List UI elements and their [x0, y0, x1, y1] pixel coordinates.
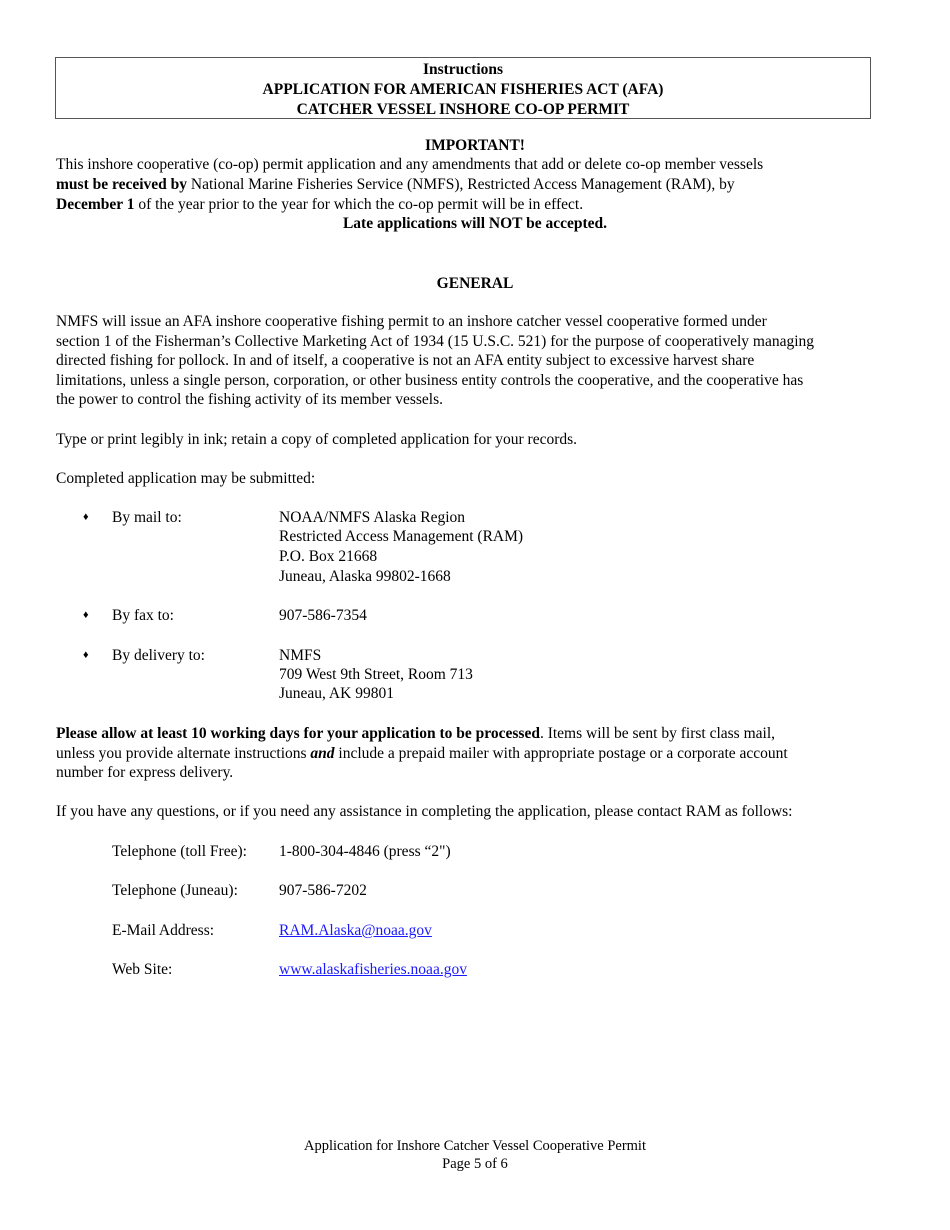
late-applications-notice: Late applications will NOT be accepted. — [342, 215, 608, 232]
important-line-3-rest: of the year prior to the year for which the co-op permit will be in effect. — [134, 196, 584, 213]
important-line-1: This inshore cooperative (co-op) permit application and any amendments that add or delete co-op member vessels — [56, 156, 764, 173]
title-instructions: Instructions — [422, 61, 504, 78]
title-permit: CATCHER VESSEL INSHORE CO-OP PERMIT — [296, 101, 630, 118]
general-paragraph-line: section 1 of the Fisherman’s Collective Marketing Act of 1934 (15 U.S.C. 521) for the purpose of cooperatively managing — [56, 332, 815, 350]
juneau-phone-number: 907-586-7202 — [279, 882, 367, 899]
processing-line-2 — [56, 744, 788, 764]
processing-line-2-pre: unless you provide alternate instructions — [56, 745, 311, 762]
email-label: E-Mail Address: — [112, 922, 215, 939]
email-container — [279, 921, 432, 941]
general-paragraph-line: directed fishing for pollock. In and of itself, a cooperative is not an AFA entity subject to excessive harvest share — [56, 352, 755, 370]
mail-address-line: Restricted Access Management (RAM) — [279, 528, 524, 545]
diamond-bullet-icon: ♦ — [83, 511, 89, 523]
general-paragraph-line: the power to control the fishing activity of its member vessels. — [56, 391, 443, 409]
fax-label: By fax to: — [112, 607, 174, 624]
general-paragraph-line: NMFS will issue an AFA inshore cooperative fishing permit to an inshore catcher vessel cooperative formed under — [56, 313, 767, 330]
website-link[interactable]: www.alaskafisheries.noaa.gov — [279, 961, 467, 978]
website-label: Web Site: — [112, 961, 173, 978]
mail-address-line: NOAA/NMFS Alaska Region — [279, 509, 466, 526]
important-line-2-rest: National Marine Fisheries Service (NMFS), Restricted Access Management (RAM), by — [187, 176, 735, 193]
important-line-3-bold: December 1 — [56, 196, 135, 213]
title-box — [55, 57, 871, 119]
website-container — [279, 960, 467, 980]
processing-line-2-post: include a prepaid mailer with appropriate postage or a corporate account — [334, 745, 788, 762]
important-line-3 — [56, 195, 583, 215]
tollfree-number: 1-800-304-4846 (press “2") — [279, 843, 451, 860]
legibility-instruction: Type or print legibly in ink; retain a copy of completed application for your records. — [56, 431, 578, 448]
general-heading: GENERAL — [436, 275, 514, 292]
general-paragraph-line: limitations, unless a single person, corporation, or other business entity controls the cooperative, and the cooperative has — [56, 371, 804, 389]
processing-line-3: number for express delivery. — [56, 764, 234, 781]
footer-title: Application for Inshore Catcher Vessel Cooperative Permit — [303, 1138, 646, 1154]
diamond-bullet-icon: ♦ — [83, 609, 89, 621]
email-link[interactable]: RAM.Alaska@noaa.gov — [279, 922, 432, 939]
delivery-address-line: Juneau, AK 99801 — [279, 685, 394, 702]
delivery-address-line: NMFS — [279, 647, 322, 664]
processing-emphasis: and — [310, 745, 335, 762]
processing-rest: . Items will be sent by first class mail, — [539, 725, 775, 742]
juneau-phone-label: Telephone (Juneau): — [112, 882, 238, 899]
processing-bold: Please allow at least 10 working days for your application to be processed — [56, 725, 540, 742]
processing-line-1 — [56, 724, 775, 744]
general-paragraph — [56, 312, 906, 410]
mail-address-line: P.O. Box 21668 — [279, 548, 378, 565]
submission-intro: Completed application may be submitted: — [56, 470, 316, 487]
delivery-label: By delivery to: — [112, 647, 205, 664]
mail-address-line: Juneau, Alaska 99802-1668 — [279, 568, 451, 585]
important-line-2 — [56, 175, 735, 195]
diamond-bullet-icon: ♦ — [83, 649, 89, 661]
important-line-2-bold: must be received by — [56, 176, 188, 193]
delivery-address-line: 709 West 9th Street, Room 713 — [279, 666, 473, 683]
title-application: APPLICATION FOR AMERICAN FISHERIES ACT (AFA) — [262, 81, 664, 98]
contact-intro: If you have any questions, or if you need any assistance in completing the application, please contact RAM as follows: — [56, 803, 793, 820]
fax-number: 907-586-7354 — [279, 607, 367, 624]
footer-page-number: Page 5 of 6 — [442, 1156, 508, 1172]
tollfree-label: Telephone (toll Free): — [112, 843, 247, 860]
important-heading: IMPORTANT! — [425, 137, 525, 154]
mail-label: By mail to: — [112, 509, 182, 526]
